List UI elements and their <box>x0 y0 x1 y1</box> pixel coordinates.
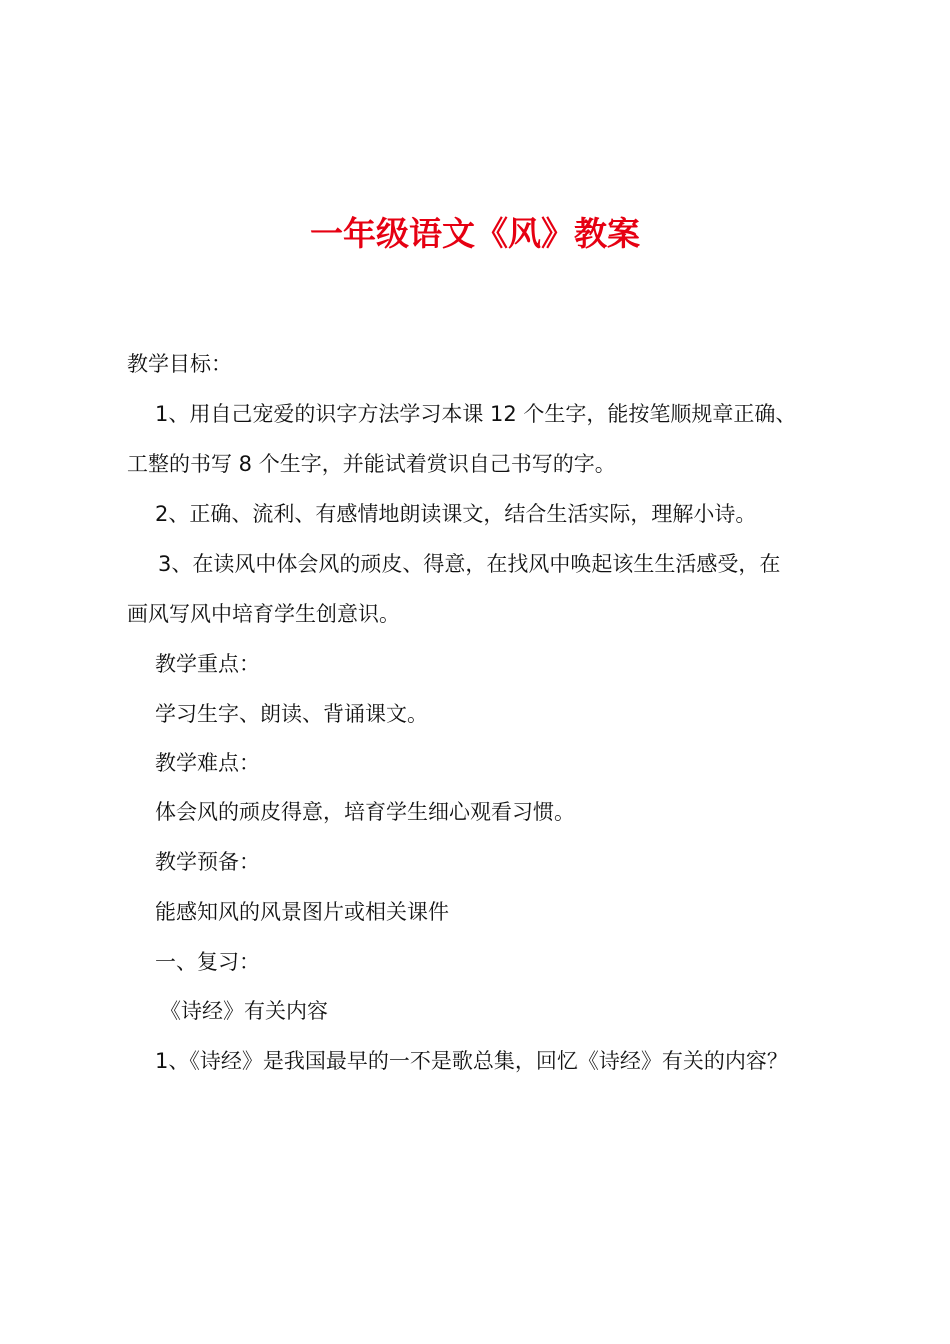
objective-2: 2、正确、流利、有感情地朗读课文，结合生活实际，理解小诗。 <box>155 502 757 526</box>
review-subheading: 《诗经》有关内容 <box>160 999 328 1023</box>
objective-3-line-2: 画风写风中培育学生创意识。 <box>127 602 400 626</box>
review-item-1: 1、《诗经》是我国最早的一不是歌总集，回忆《诗经》有关的内容？ <box>155 1049 788 1073</box>
section-heading-difficulties: 教学难点： <box>155 751 260 775</box>
key-points-text: 学习生字、朗读、背诵课文。 <box>155 702 428 726</box>
section-heading-preparation: 教学预备： <box>155 850 260 874</box>
document-title: 一年级语文《风》教案 <box>310 214 640 253</box>
difficulties-text: 体会风的顽皮得意，培育学生细心观看习惯。 <box>155 800 575 824</box>
section-heading-key-points: 教学重点： <box>155 652 260 676</box>
section-heading-objectives: 教学目标： <box>127 352 232 376</box>
objective-3-line-1: 3、在读风中体会风的顽皮、得意，在找风中唤起该生生活感受，在 <box>158 552 781 576</box>
objective-1-line-2: 工整的书写 8 个生字，并能试着赏识自己书写的字。 <box>127 452 616 476</box>
preparation-text: 能感知风的风景图片或相关课件 <box>155 900 449 924</box>
objective-1-line-1: 1、用自己宠爱的识字方法学习本课 12 个生字，能按笔顺规章正确、 <box>155 402 797 426</box>
section-heading-review: 一、复习： <box>155 950 260 974</box>
